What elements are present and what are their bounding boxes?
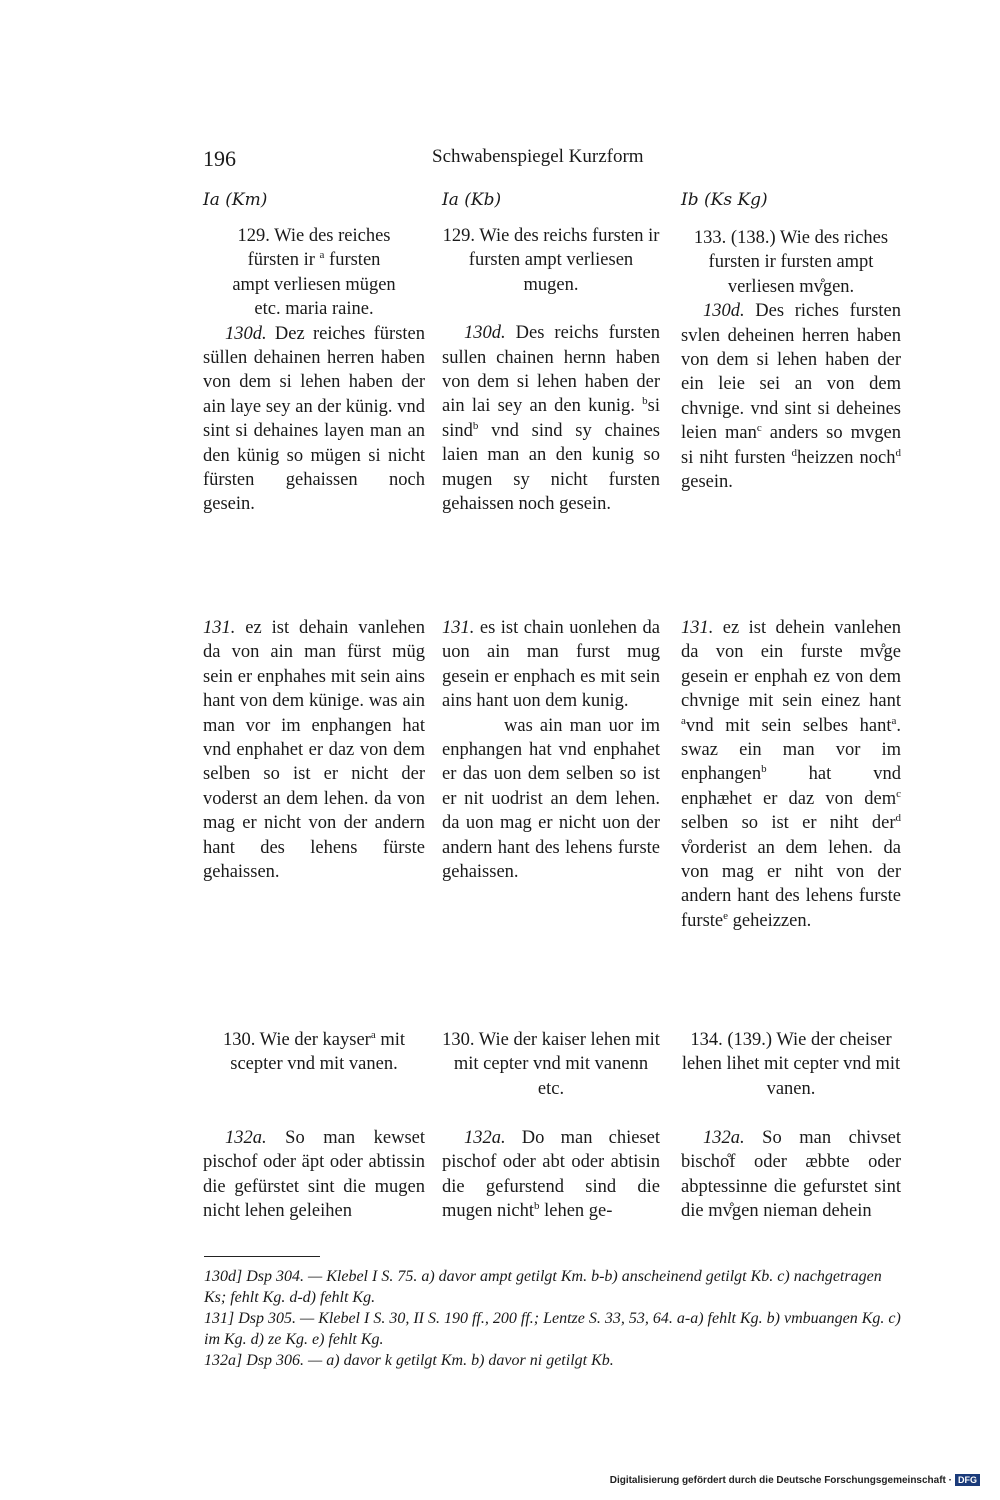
section-text: 132a. Do man chieset pischof oder abt oder abtisin die gefurstend sind die mugen nicht$^b$ lehen ge- (442, 1128, 660, 1222)
section-heading: 129. Wie des reiches fürsten ir $^a$ fursten ampt verliesen mügen etc. maria raine. (232, 226, 396, 320)
column-3-section-132a (681, 1126, 901, 1224)
column-3-siglum: Ib (Ks Kg) (681, 190, 768, 210)
column-1-section-129 (203, 224, 425, 517)
credit-text: Digitalisierung gefördert durch die Deutsche Forschungsgemeinschaft · (609, 1475, 952, 1486)
footnote-131: 131] Dsp 305. — Klebel I S. 30, II S. 190 ff., 200 ff.; Lentze S. 33, 53, 64. a-a) fehlt Kg. b) vmbuangen Kg. c) im Kg. d) ze Kg. e) fehlt Kg. (204, 1310, 901, 1348)
running-title: Schwabenspiegel Kurzform (432, 146, 644, 167)
column-1-section-130 (203, 1028, 425, 1077)
footnote-130d: 130d] Dsp 304. — Klebel I S. 75. a) davor ampt getilgt Km. b-b) anscheinend getilgt Kb. c) nachgetragen Ks; fehlt Kg. d-d) fehlt Kg. (204, 1268, 882, 1306)
section-heading: 130. Wie der kaiser lehen mit mit cepter vnd mit vanenn etc. (442, 1030, 660, 1099)
section-text: 132a. So man chivset bischo̊f oder æbbte oder abptessinne die gefurstet sint die mv̊gen nieman dehein (681, 1128, 901, 1222)
section-text: 131. ez ist dehein vanlehen da von ein furste mv̊ge gesein er enphah ez von dem chvnige mit sein einez hant $^a$vnd mit sein selbes hant$^a$. swaz ein man vor im enphangen$^b$ hat vnd enphæhet er daz von dem$^c$ selben so ist er niht der$^d$ v̊orderist an dem lehen. da von mag er niht von der andern hant des lehens furste furste$^e$ geheizzen. (681, 618, 901, 931)
section-text: 130d. Des reichs fursten sullen chainen hernn haben von dem si lehen haben der ain lai sey an den kunig. $^b$si sind$^b$ vnd sind sy chaines laien man an den kunig so mugen sy nicht fursten gehaissen noch gesein. (442, 323, 660, 515)
column-1-section-132a (203, 1126, 425, 1224)
column-3-section-134 (681, 1028, 901, 1101)
section-text: was ain man uor im enphangen hat vnd enphahet er das uon dem selben so ist er nit uodrist an dem lehen. da uon mag er nicht uon der andern hant des lehens furste gehaissen. (442, 715, 660, 883)
section-heading: 133. (138.) Wie des riches fursten ir fursten ampt verliesen mv̊gen. (693, 228, 889, 297)
section-text: 131. es ist chain uonlehen da uon ain man furst mug gesein er enphach es mit sein ains hant uon dem kunig. (442, 618, 660, 712)
section-heading: 130. Wie der kayser$^a$ mit scepter vnd mit vanen. (222, 1028, 406, 1075)
column-2-section-131 (442, 616, 660, 884)
digitization-credit (610, 1474, 980, 1486)
column-1-siglum: Ia (Km) (203, 190, 268, 210)
section-text: 130d. Dez reiches fürsten süllen dehainen herren haben von dem si lehen haben der ain laye sey an der künig. vnd sint si dehaines layen man an den künig so mügen si nicht fürsten gehaissen noch gesein. (203, 323, 425, 515)
column-3-section-131 (681, 616, 901, 933)
column-2-siglum: Ia (Kb) (442, 190, 502, 210)
column-2-section-129 (442, 224, 660, 516)
section-text: 131. ez ist dehain vanlehen da von ain man fürst müg sein er enphahes mit sein ains hant von dem künige. was ain man vor im enphangen hat vnd enphahet er daz von dem selben so ist er nicht der voderst an dem lehen. da von mag er nicht von der andern hant des lehens fürste gehaissen. (203, 618, 425, 883)
section-text: 132a. So man kewset pischof oder äpt oder abtissin die gefürstet sint die mugen nicht lehen geleihen (203, 1128, 425, 1222)
column-2-section-132a (442, 1126, 660, 1224)
section-heading: 134. (139.) Wie der cheiser lehen lihet mit cepter vnd mit vanen. (681, 1030, 901, 1099)
footnote-rule (204, 1256, 320, 1257)
section-heading: 129. Wie des reichs fursten ir fursten ampt verliesen mugen. (442, 226, 660, 295)
column-3-section-133 (681, 226, 901, 494)
column-2-section-130 (442, 1028, 660, 1101)
section-text: 130d. Des riches fursten svlen deheinen herren haben von dem si lehen haben der ein leie sei an von dem chvnige. vnd sint si deheines leien man$^c$ anders so mvgen si niht fursten $^d$heizzen noch$^d$ gesein. (681, 301, 901, 493)
column-1-section-131 (203, 616, 425, 884)
dfg-logo-icon: DFG (955, 1474, 980, 1486)
page-number: 196 (203, 146, 236, 171)
footnote-132a: 132a] Dsp 306. — a) davor k getilgt Km. b) davor ni getilgt Kb. (204, 1352, 614, 1369)
